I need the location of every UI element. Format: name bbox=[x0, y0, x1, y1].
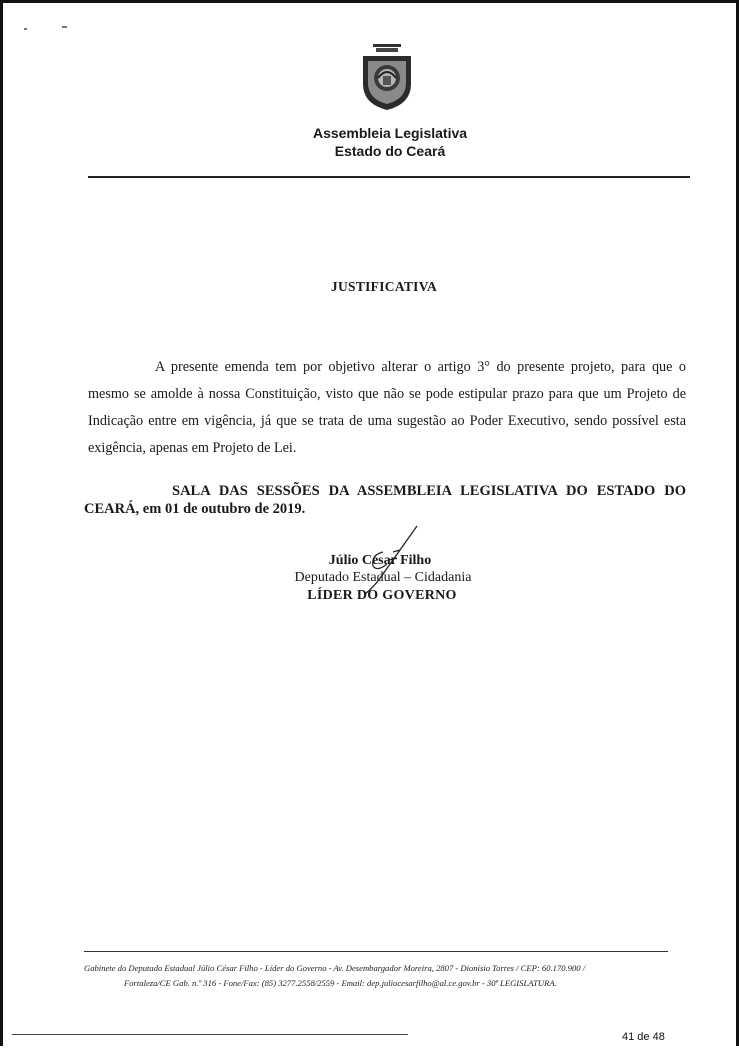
closing-statement: SALA DAS SESSÕES DA ASSEMBLEIA LEGISLATIVA DO ESTADO DO CEARÁ, em 01 de outubro de 2019. bbox=[84, 483, 686, 517]
footer-divider bbox=[84, 951, 668, 952]
page-number: 41 de 48 bbox=[622, 1031, 665, 1043]
state-seal-icon bbox=[357, 42, 417, 112]
scan-speck bbox=[24, 28, 27, 30]
org-name-line1: Assembleia Legislativa bbox=[312, 125, 468, 141]
scan-speck bbox=[62, 26, 67, 28]
document-title: JUSTIFICATIVA bbox=[330, 279, 438, 294]
footer-line-1: Gabinete do Deputado Estadual Júlio César Filho - Líder do Governo - Av. Desembargador Moreira, 2807 - Dionísio Torres / CEP: 60.170.900 / bbox=[84, 963, 586, 973]
footer-line-2: Fortaleza/CE Gab. n.º 316 - Fone/Fax: (85) 3277.2558/2559 - Email: dep.juliocesarfilho@al.ce.gov.br - 30ª LEGISLATURA. bbox=[124, 978, 557, 988]
header-divider bbox=[88, 176, 690, 178]
signer-title: LÍDER DO GOVERNO bbox=[307, 588, 457, 603]
footer-address bbox=[84, 961, 684, 991]
signer-role: Deputado Estadual – Cidadania bbox=[294, 570, 472, 585]
page-bottom-divider bbox=[12, 1034, 408, 1035]
signer-name: Júlio César Filho bbox=[328, 553, 432, 568]
org-name-line2: Estado do Ceará bbox=[334, 143, 446, 159]
justification-paragraph: A presente emenda tem por objetivo alterar o artigo 3° do presente projeto, para que o mesmo se amolde à nossa Constituição, visto que não se pode estipular prazo para que um Projeto de Indicação entre em vigência, já que se trata de uma sugestão ao Poder Executivo, sendo possível esta exigência, apenas em Projeto de Lei. bbox=[88, 359, 686, 456]
